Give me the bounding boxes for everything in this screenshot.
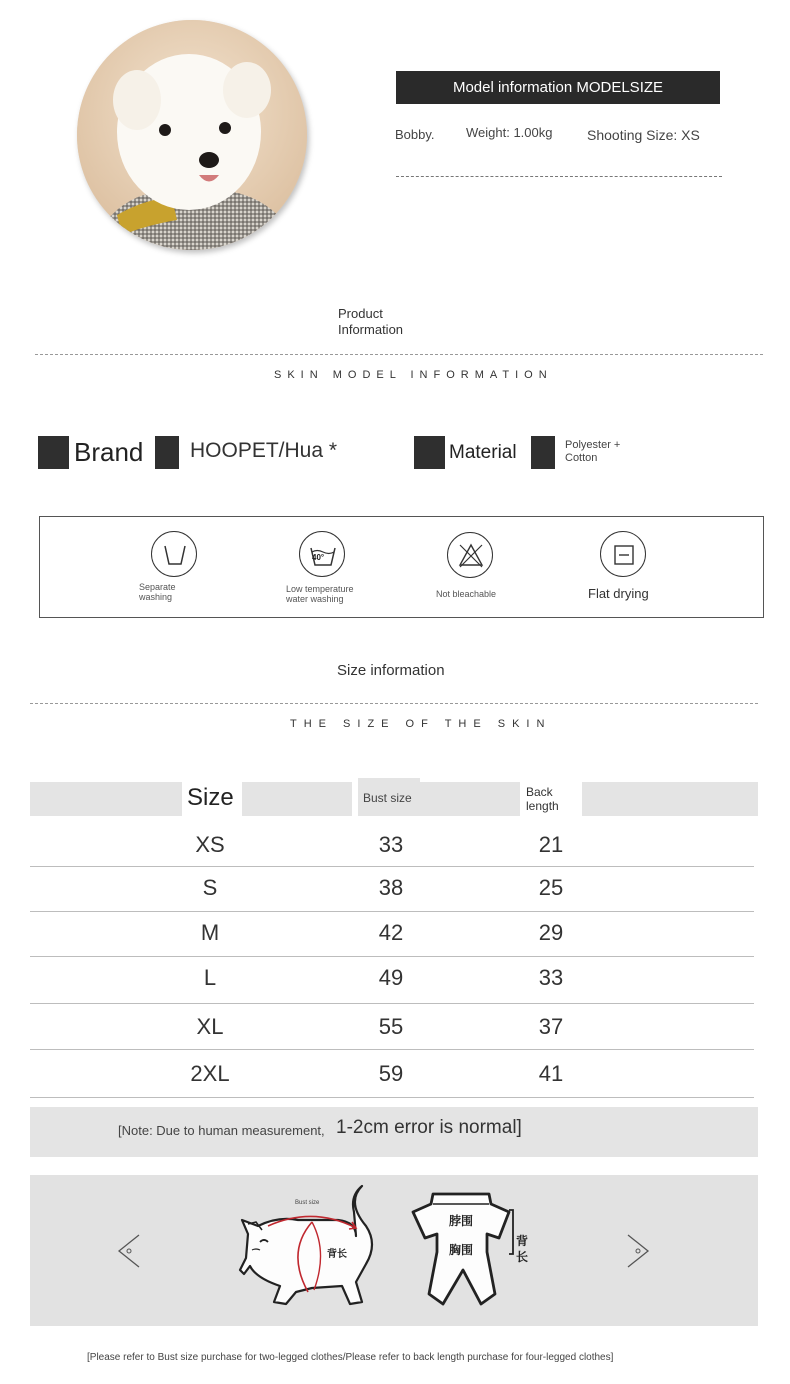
brand-value: HOOPET/Hua * (190, 439, 338, 462)
note-prefix: [Note: Due to human measurement, (118, 1123, 325, 1138)
table-row-divider (30, 866, 754, 867)
diagram-back-length-label (516, 1233, 528, 1265)
wash-basin-icon (151, 531, 197, 577)
row-m-back: 29 (538, 920, 564, 945)
row-s-back: 25 (538, 875, 564, 900)
wash-40-badge: 40° (312, 553, 325, 562)
table-row-divider (30, 1003, 754, 1004)
product-divider (35, 354, 763, 355)
flat-dry-icon (600, 531, 646, 577)
row-xl-size: XL (196, 1014, 224, 1039)
table-header-bar (30, 782, 182, 816)
model-dog-photo (77, 20, 307, 250)
row-s-bust: 38 (378, 875, 404, 900)
care-label-low-temp-line2: water washing (286, 594, 344, 604)
row-l-bust: 49 (378, 965, 404, 990)
material-marker (414, 436, 445, 469)
note-main: 1-2cm error is normal] (336, 1117, 522, 1138)
diagram-back-length-char2: 长 (516, 1250, 529, 1264)
skin-model-subtitle: SKIN MODEL INFORMATION (274, 369, 553, 381)
product-info-title (338, 306, 403, 338)
row-xl-back: 37 (538, 1014, 564, 1039)
care-label-low-temp-line1: Low temperature (286, 584, 354, 594)
diagram-cat-back-label: 背长 (327, 1249, 347, 1260)
row-s-size: S (202, 875, 218, 900)
brand-label: Brand (74, 437, 144, 467)
model-info-title: Model information MODELSIZE (396, 71, 720, 104)
size-info-divider (30, 703, 758, 704)
header-back-length (526, 785, 559, 813)
table-header-bar (582, 782, 758, 816)
diagram-neck-label: 脖围 (449, 1214, 474, 1228)
table-header-bar (420, 782, 520, 816)
care-label-separate-line2: washing (139, 592, 173, 602)
row-xs-back: 21 (538, 832, 564, 857)
table-header-bar (242, 782, 352, 816)
care-label-separate (139, 582, 176, 602)
table-row-divider (30, 911, 754, 912)
diagram-chest-label: 胸围 (449, 1243, 474, 1257)
diagram-bust-label: Bust size (295, 1200, 320, 1206)
row-xs-bust: 33 (378, 832, 404, 857)
model-shooting-size: Shooting Size: XS (587, 127, 700, 143)
row-l-size: L (203, 965, 217, 990)
header-back-line1: Back (526, 785, 553, 799)
care-instructions-box (39, 516, 764, 618)
header-bust: Bust size (363, 791, 412, 805)
size-info-subtitle: THE SIZE OF THE SKIN (290, 718, 552, 730)
brand-value-marker (155, 436, 179, 469)
row-2xl-bust: 59 (378, 1061, 404, 1086)
table-row-divider (30, 956, 754, 957)
footer-note: [Please refer to Bust size purchase for two-legged clothes/Please refer to back length purchase for four-legged clothes] (87, 1352, 614, 1363)
no-bleach-icon (447, 532, 493, 578)
left-arrow-icon (114, 1233, 144, 1269)
care-label-separate-line1: Separate (139, 582, 176, 592)
care-label-low-temp (286, 584, 354, 604)
row-2xl-back: 41 (538, 1061, 564, 1086)
product-title-line1: Product (338, 306, 383, 321)
brand-marker (38, 436, 69, 469)
header-size: Size (187, 784, 234, 811)
row-m-bust: 42 (378, 920, 404, 945)
right-arrow-icon (623, 1233, 653, 1269)
row-xl-bust: 55 (378, 1014, 404, 1039)
care-label-flat-drying: Flat drying (588, 586, 649, 601)
table-row-divider (30, 1049, 754, 1050)
material-value-line1: Polyester + (565, 439, 621, 451)
material-value-line2: Cotton (565, 452, 598, 464)
model-divider (396, 176, 722, 177)
table-row-divider (30, 1097, 754, 1098)
row-l-back: 33 (538, 965, 564, 990)
diagram-back-length-char1: 背 (516, 1234, 529, 1248)
row-m-size: M (200, 920, 220, 945)
material-value-marker (531, 436, 555, 469)
size-info-title: Size information (337, 662, 445, 679)
care-label-no-bleach: Not bleachable (436, 589, 497, 599)
material-value (565, 439, 620, 465)
product-title-line2: Information (338, 322, 404, 337)
row-2xl-size: 2XL (190, 1061, 230, 1086)
model-name: Bobby. (395, 127, 435, 142)
model-weight: Weight: 1.00kg (466, 125, 553, 140)
header-back-line2: length (526, 799, 559, 813)
material-label: Material (449, 442, 517, 463)
row-xs-size: XS (195, 832, 225, 857)
